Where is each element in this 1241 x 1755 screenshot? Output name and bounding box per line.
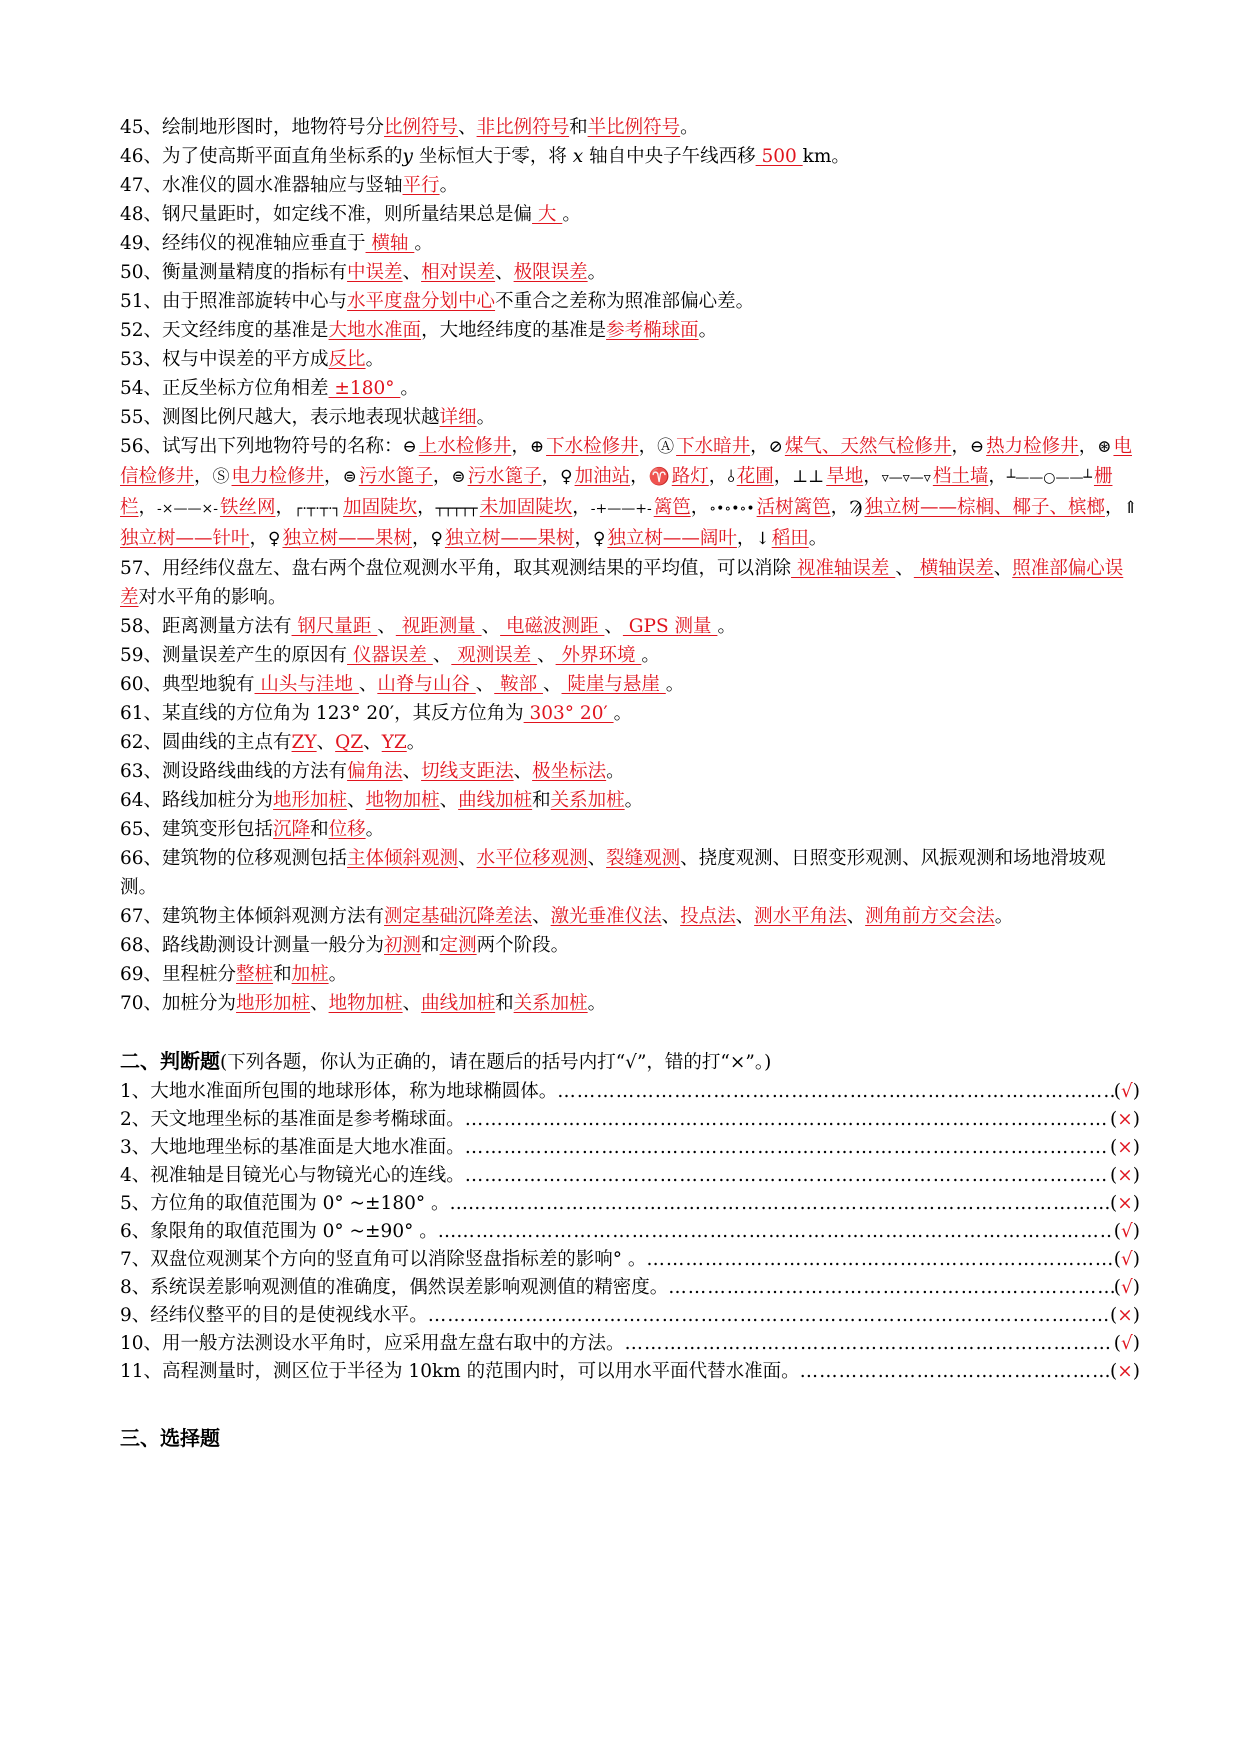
judgement-item [120,1358,1140,1386]
separator: ， [708,466,728,487]
answer: 平行 [402,175,440,196]
judgement-item [120,1078,1140,1106]
answer: 地形加桩 [236,993,311,1014]
leader-dots [468,1190,1110,1218]
symbol-name-answer: 独立树——阔叶 [607,528,737,549]
answer-mark: √ [1120,1333,1133,1354]
judgement-answer: (×) [1110,1137,1140,1158]
symbol-name-answer: 独立树——棕榈、椰子、槟榔 [864,497,1105,518]
answer: YZ [381,732,407,753]
answer: 大 [532,204,563,225]
question-59: 59、测量误差产生的原因有 仪器误差 、 观测误差 、 外界环境 。 [120,645,660,666]
map-symbol-icon: ⫰ [727,467,735,487]
answer: 反比 [328,349,366,370]
judgement-answer: (×) [1110,1305,1140,1326]
question-61: 61、某直线的方位角为 123° 20′，其反方位角为 303° 20′ 。 [120,703,633,724]
answer: 定测 [439,935,477,956]
symbol-name-answer: 电力检修井 [231,466,325,487]
leader-dots [428,1302,1110,1330]
answer: 整桩 [236,964,274,985]
answer: 水平位移观测 [476,848,588,869]
leader-dots [456,1218,1114,1246]
symbol-name-answer: 路灯 [671,466,709,487]
judgement-answer: (√) [1113,1081,1140,1102]
separator: ， [736,528,756,549]
answer: 500 [755,146,803,167]
separator: ， [750,436,769,457]
symbol-name-answer: 污水篦子 [358,466,433,487]
separator: ， [1104,497,1124,518]
answer: 极限误差 [513,262,588,283]
answer: 山头与洼地 [254,674,359,695]
map-symbol-icon: ┬┬┬┬┬ [435,501,478,517]
answer: ±180° [328,378,401,399]
answer: 大地水准面 [328,320,422,341]
answer-mark: √ [1120,1221,1133,1242]
symbol-name-answer: 污水篦子 [467,466,542,487]
separator: ， [194,466,213,487]
answer: 山脊与山谷 [377,674,476,695]
question-52: 52、天文经纬度的基准是大地水准面，大地经纬度的基准是参考椭球面。 [120,320,718,341]
judgement-item [120,1218,1140,1246]
map-symbol-icon: ┴——○——┴ [1006,470,1092,486]
symbol-name-answer: 加固陡坎 [343,497,418,518]
map-symbol-icon: ∘•∘•∘• [709,501,755,517]
answer: 激光垂准仪法 [550,906,662,927]
answer: 曲线加桩 [421,993,496,1014]
map-symbol-icon: ♈ [648,467,670,487]
map-symbol-icon: Ⓢ [212,467,230,487]
leader-dots [625,1330,1114,1358]
separator: ， [690,497,710,518]
map-symbol-icon: ⊘ [768,437,783,457]
answer: 视准轴误差 [791,558,896,579]
judgement-answer: (√) [1113,1249,1140,1270]
answer: 电磁波测距 [500,616,605,637]
answer-mark: × [1117,1137,1133,1158]
answer: 非比例符号 [476,117,570,138]
answer: 关系加桩 [513,993,588,1014]
answer-mark: √ [1120,1081,1133,1102]
answer: 测水平角法 [754,906,847,927]
answer: 切线支距法 [421,761,514,782]
answer: 照准部偏心误差 [120,558,1124,608]
symbol-name-answer: 篱笆 [653,497,691,518]
answer: 比例符号 [384,117,459,138]
leader-dots [557,1078,1113,1106]
separator: ， [275,497,294,518]
separator: ， [1078,436,1098,457]
answer: 外界环境 [555,645,642,666]
leader-dots [646,1246,1113,1274]
question-64: 64、路线加桩分为地形加桩、地物加桩、曲线加桩和关系加桩。 [120,790,644,811]
judgement-answer: (×) [1110,1109,1140,1130]
judgement-question: 1、大地水准面所包围的地球形体，称为地球椭圆体。 [120,1081,558,1102]
leader-dots [465,1106,1110,1134]
symbol-name-answer: 上水检修井 [418,436,512,457]
map-symbol-icon: ⊜ [342,467,357,487]
judgement-answer: (√) [1113,1277,1140,1298]
judgement-item [120,1134,1140,1162]
question-53: 53、权与中误差的平方成反比。 [120,349,385,370]
map-symbol-icon: ↓ [755,529,770,549]
separator: ， [417,497,436,518]
symbol-name-answer: 档土墙 [932,466,989,487]
symbol-name-answer: 活树篱笆 [756,497,831,518]
judgement-answer: (×) [1110,1361,1140,1382]
answer: 横轴 [365,233,415,254]
question-54: 54、正反坐标方位角相差 ±180° 。 [120,378,419,399]
judgement-item [120,1106,1140,1134]
answer: 钢尺量距 [291,616,378,637]
answer: 裂缝观测 [606,848,681,869]
section-3-heading: 三、选择题 [120,1426,220,1450]
answer: QZ [335,732,364,753]
answer: 地物加桩 [328,993,403,1014]
question-47: 47、水准仪的圆水准器轴应与竖轴平行。 [120,175,459,196]
separator: ， [830,497,850,518]
map-symbol-icon: ⇑ [1123,498,1138,518]
question-62: 62、圆曲线的主点有ZY、QZ、YZ。 [120,732,426,753]
leader-dots [800,1358,1110,1386]
symbol-name-answer: 栅栏 [120,466,1113,518]
map-symbol-icon: -×——×- [157,501,218,517]
separator: ， [630,466,649,487]
section-2-heading: 二、判断题(下列各题，你认为正确的，请在题后的括号内打“√”，错的打“×”。) [120,1049,772,1073]
question-68: 68、路线勘测设计测量一般分为初测和定测两个阶段。 [120,935,570,956]
answer: 测角前方交会法 [865,906,995,927]
map-symbol-icon: ⊥⊥ [792,467,825,487]
symbol-name-answer: 独立树——针叶 [120,528,250,549]
judgement-item [120,1190,1140,1218]
answer: 视距测量 [395,616,482,637]
answer-mark: √ [1120,1249,1133,1270]
question-46: 46、为了使高斯平面直角坐标系的y 坐标恒大于零，将 x 轴自中央子午线西移 500 km。 [120,146,850,167]
answer: 地形加桩 [273,790,348,811]
question-51: 51、由于照准部旋转中心与水平度盘分划中心不重合之差称为照准部偏心差。 [120,291,755,312]
separator: 。 [808,528,828,549]
question-65: 65、建筑变形包括沉降和位移。 [120,819,385,840]
question-45: 45、绘制地形图时，地物符号分比例符号、非比例符号和半比例符号。 [120,117,699,138]
judgement-question: 9、经纬仪整平的目的是使视线水平。 [120,1305,428,1326]
answer: 关系加桩 [550,790,625,811]
judgement-item [120,1330,1140,1358]
judgement-item [120,1162,1140,1190]
separator: ， [863,466,882,487]
answer: 加桩 [291,964,329,985]
answer: ZY [291,732,317,753]
map-symbol-icon: ⊖ [402,437,417,457]
answer: 相对误差 [421,262,496,283]
leader-dots [668,1274,1113,1302]
leader-dots [465,1134,1110,1162]
question-67: 67、建筑物主体倾斜观测方法有测定基础沉降差法、激光垂准仪法、投点法、测水平角法、测角前方交会法。 [120,906,1014,927]
answer: 参考椭球面 [606,320,699,341]
question-63: 63、测设路线曲线的方法有偏角法、切线支距法、极坐标法。 [120,761,625,782]
answer: 初测 [384,935,422,956]
true-false-list [120,1078,1140,1386]
judgement-question: 3、大地地理坐标的基准面是大地水准面。 [120,1137,465,1158]
question-70: 70、加桩分为地形加桩、地物加桩、曲线加桩和关系加桩。 [120,993,607,1014]
answer: 横轴误差 [913,558,994,579]
answer: 详细 [439,407,477,428]
answer: 极坐标法 [532,761,607,782]
map-symbol-icon: ♀ [268,529,281,549]
answer: 主体倾斜观测 [347,848,459,869]
map-symbol-icon: ⊖ [969,437,985,457]
question-60: 60、典型地貌有 山头与洼地 、山脊与山谷 、 鞍部 、 陡崖与悬崖 。 [120,674,685,695]
judgement-answer: (×) [1110,1165,1140,1186]
answer: 曲线加桩 [458,790,533,811]
answer-mark: × [1117,1193,1133,1214]
answer-mark: × [1117,1109,1133,1130]
map-symbol-icon: ♀ [560,467,573,487]
judgement-answer: (√) [1113,1333,1140,1354]
separator: ， [951,436,970,457]
map-symbol-icon: ♀ [592,529,606,549]
symbol-name-answer: 热力检修井 [986,436,1079,457]
symbol-name-answer: 独立树——果树 [444,528,575,549]
separator: ， [572,497,591,518]
judgement-question: 4、视准轴是目镜光心与物镜光心的连线。 [120,1165,465,1186]
symbol-name-answer: 下水检修井 [546,436,639,457]
map-symbol-icon: ⊕ [529,437,545,457]
map-symbol-icon: Ⓐ [657,437,675,457]
answer: 半比例符号 [587,117,681,138]
judgement-question: 10、用一般方法测设水平角时，应采用盘左盘右取中的方法。 [120,1333,625,1354]
answer-mark: √ [1120,1277,1133,1298]
question-49: 49、经纬仪的视准轴应垂直于 横轴 。 [120,233,433,254]
answer: 仪器误差 [347,645,433,666]
map-symbol-icon: Ϡ [849,498,863,518]
question-57: 57、用经纬仪盘左、盘右两个盘位观测水平角，取其观测结果的平均值，可以消除 视准轴误差 、 横轴误差、照准部偏心误差对水平角的影响。 [120,558,1124,608]
separator: ， [638,436,658,457]
answer: 投点法 [680,906,736,927]
symbol-name-answer: 加油站 [574,466,631,487]
separator: ， [324,466,343,487]
map-symbol-icon: ▿—▿—▿ [881,470,931,486]
answer: GPS 测量 [622,616,718,637]
answer: 303° 20′ [523,703,614,724]
symbol-name-answer: 下水暗井 [676,436,751,457]
answer: 测定基础沉降差法 [384,906,533,927]
separator: ， [574,528,593,549]
separator: ， [432,466,452,487]
answer: 位移 [328,819,366,840]
answer: 地物加桩 [365,790,440,811]
answer: 中误差 [347,262,403,283]
symbol-name-answer: 未加固陡坎 [479,497,573,518]
question-50: 50、衡量测量精度的指标有中误差、相对误差、极限误差。 [120,262,607,283]
answer-mark: × [1117,1305,1133,1326]
question-58: 58、距离测量方法有 钢尺量距 、 视距测量 、 电磁波测距 、 GPS 测量 。 [120,616,736,637]
question-66: 66、建筑物的位移观测包括主体倾斜观测、水平位移观测、裂缝观测、挠度观测、日照变形观测、风振观测和场地滑坡观测。 [120,848,1106,898]
separator: ， [411,528,431,549]
symbol-name-answer: 独立树——果树 [282,528,412,549]
judgement-question: 2、天文地理坐标的基准面是参考椭球面。 [120,1109,465,1130]
judgement-question: 7、双盘位观测某个方向的竖直角可以消除竖盘指标差的影响° 。 [120,1249,647,1270]
separator: ， [249,528,269,549]
judgement-item [120,1274,1140,1302]
separator: ， [511,436,530,457]
question-55: 55、测图比例尺越大，表示地表现状越详细。 [120,407,496,428]
separator: ， [773,466,793,487]
judgement-item [120,1302,1140,1330]
question-69: 69、里程桩分整桩和加桩。 [120,964,348,985]
judgement-answer: (√) [1113,1221,1140,1242]
map-symbol-icon: ⊛ [1097,437,1112,457]
separator: ， [988,466,1007,487]
answer: 沉降 [273,819,311,840]
judgement-question: 6、象限角的取值范围为 0° ~±90° 。… [120,1221,457,1242]
answer: 陡崖与悬崖 [561,674,666,695]
symbol-name-answer: 煤气、天然气检修井 [784,436,952,457]
symbol-name-answer: 旱地 [826,466,864,487]
judgement-question: 5、方位角的取值范围为 0° ~±180° 。… [120,1193,468,1214]
map-symbol-icon: ┌·┬·┬·┐ [293,501,342,517]
leader-dots [465,1162,1110,1190]
judgement-question: 11、高程测量时，测区位于半径为 10km 的范围内时，可以用水平面代替水准面。 [120,1361,800,1382]
answer: 鞍部 [494,674,543,695]
judgement-answer: (×) [1110,1193,1140,1214]
answer: 偏角法 [347,761,403,782]
question-56: 56、试写出下列地物符号的名称：⊖ 上水检修井，⊕ 下水检修井，Ⓐ 下水暗井，⊘ 煤气、天然气检修井，⊖ 热力检修井，⊛ 电信检修井，Ⓢ 电力检修井，⊜ 污水篦子，⊜ 污水篦子，♀ 加油站，♈ 路灯，⫰ 花圃，⊥⊥ 旱地，▿—▿—▿ 档土墙，┴——○——┴ 栅栏，-×——×- 铁丝网，┌·┬·┬·┐ 加固陡坎，┬┬┬┬┬ 未加固陡坎，-+——+- 篱笆，∘•∘•∘• 活树篱笆，Ϡ 独立树——棕榈、椰子、槟榔，⇑独立树——针叶，♀ 独立树——果树，♀ 独立树——果树，♀ 独立树——阔叶，↓ 稻田。 [120,432,1140,554]
answer: 观测误差 [451,645,538,666]
symbol-name-answer: 铁丝网 [219,497,276,518]
answer-mark: × [1117,1361,1133,1382]
answer: 水平度盘分划中心 [347,291,496,312]
symbol-name-answer: 稻田 [771,528,809,549]
judgement-item [120,1246,1140,1274]
separator: ， [138,497,158,518]
separator: ， [541,466,561,487]
map-symbol-icon: ⊜ [451,467,466,487]
question-48: 48、钢尺量距时，如定线不准，则所量结果总是偏 大 。 [120,204,581,225]
map-symbol-icon: ♀ [430,529,443,549]
symbol-name-answer: 花圃 [736,466,774,487]
answer-mark: × [1117,1165,1133,1186]
map-symbol-icon: -+——+- [590,501,652,517]
symbol-name-answer: 电信检修井 [120,436,1132,487]
content [120,113,1140,1451]
judgement-question: 8、系统误差影响观测值的准确度，偶然误差影响观测值的精密度。 [120,1277,669,1298]
